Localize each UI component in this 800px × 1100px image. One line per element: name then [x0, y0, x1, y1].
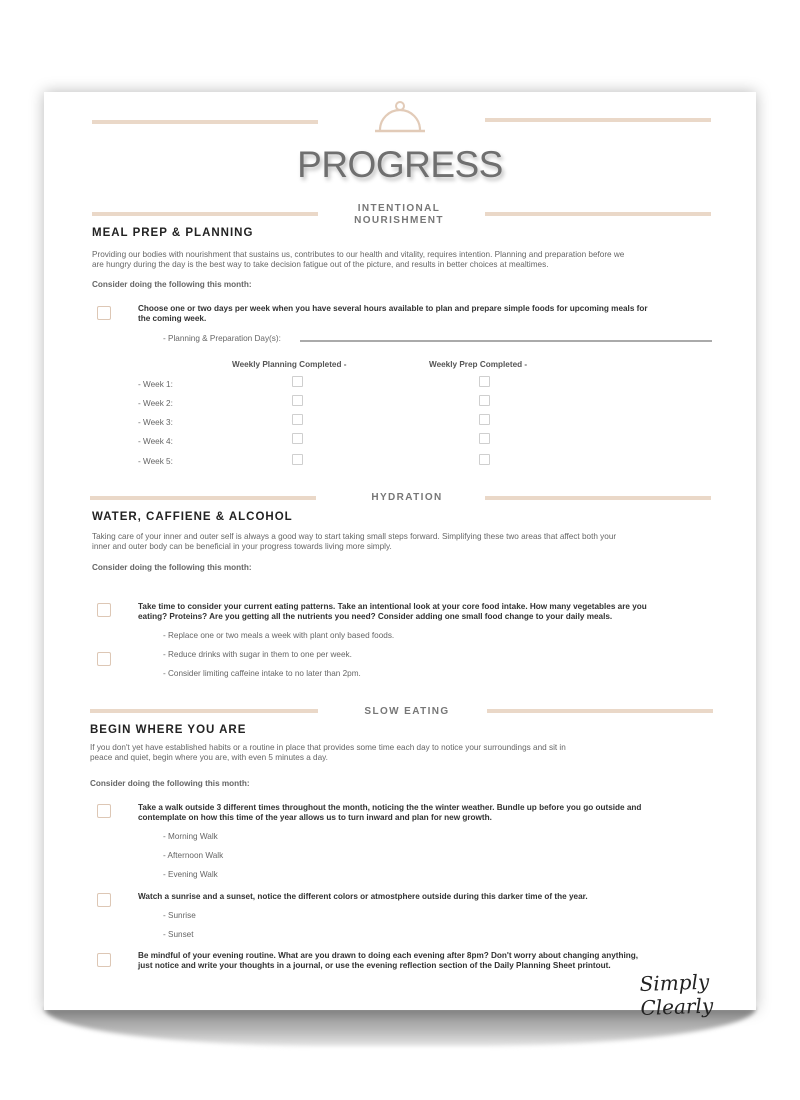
section1-rule-left [92, 212, 318, 216]
section1-heading: MEAL PREP & PLANNING [92, 227, 254, 239]
section2-label: HYDRATION [371, 492, 443, 503]
header-rule-right [485, 118, 711, 122]
section3-paragraph-line2: peace and quiet, begin where you are, with even 5 minutes a day. [90, 752, 328, 762]
section1-label [334, 203, 464, 227]
evening-routine-task [138, 951, 638, 971]
section3-label: SLOW EATING [364, 706, 450, 717]
walk-sub-item: - Afternoon Walk [163, 851, 224, 860]
section1-paragraph [92, 250, 624, 270]
eating-patterns-task [138, 602, 647, 622]
hydration-sub-item: - Reduce drinks with sugar in them to one per week. [163, 650, 352, 659]
section2-rule-right [485, 496, 711, 500]
eating-patterns-task-line1: Take time to consider your current eating patterns. Take an intentional look at your core food intake. How many vegetables are you [138, 602, 647, 611]
section1-paragraph-line2: are hungry during the day is the best way to take decision fatigue out of the picture, and results in better choices at mealtimes. [92, 259, 549, 269]
section2-paragraph-line2: inner and outer body can be beneficial in your progress towards living more simply. [92, 541, 392, 551]
hydration-checkbox[interactable] [97, 652, 111, 666]
planner-page [44, 92, 756, 1021]
eating-patterns-task-line2: eating? Proteins? Are you getting all the nutrients you need? Consider adding one small food change to your daily meals. [138, 611, 613, 621]
hydration-sub-item: - Replace one or two meals a week with plant only based foods. [163, 631, 395, 640]
walk-sub-item: - Morning Walk [163, 832, 218, 841]
week1-planning-checkbox[interactable] [292, 376, 303, 387]
evening-routine-task-line1: Be mindful of your evening routine. What are you drawn to doing each evening after 8pm? Don't worry about changing anything, [138, 951, 639, 960]
week3-prep-checkbox[interactable] [479, 414, 490, 425]
meal-prep-task [138, 304, 648, 324]
section3-paragraph-line1: If you don't yet have established habits or a routine in place that provides some time each day to notice your surroundings and sit in [90, 743, 566, 752]
section3-heading: BEGIN WHERE YOU ARE [90, 724, 247, 736]
section3-rule-right [487, 709, 713, 713]
section2-paragraph [92, 532, 616, 552]
section1-label-line2: NOURISHMENT [354, 215, 444, 226]
meal-prep-task-line2: the coming week. [138, 313, 207, 323]
section1-paragraph-line1: Providing our bodies with nourishment that sustains us, contributes to our health and vitality, requires intention. Planning and preparation before we [92, 250, 625, 259]
week1-prep-checkbox[interactable] [479, 376, 490, 387]
walk-outside-task-line1: Take a walk outside 3 different times throughout the month, noticing the the winter weather. Bundle up before you go outside and [138, 803, 642, 812]
section3-consider: Consider doing the following this month: [90, 779, 250, 788]
section2-heading: WATER, CAFFIENE & ALCOHOL [92, 511, 293, 523]
section2-consider: Consider doing the following this month: [92, 563, 252, 572]
planning-days-label: - Planning & Preparation Day(s): [163, 334, 281, 343]
meal-prep-task-line1: Choose one or two days per week when you have several hours available to plan and prepare simple foods for upcoming meals for [138, 304, 648, 313]
sunrise-sunset-task: Watch a sunrise and a sunset, notice the different colors or atmostphere outside during this darker time of the year. [138, 892, 588, 901]
section1-consider: Consider doing the following this month: [92, 280, 252, 289]
cloche-icon [372, 100, 428, 134]
header-rule-left [92, 120, 318, 124]
walk-outside-task [138, 803, 641, 823]
week4-prep-checkbox[interactable] [479, 433, 490, 444]
walk-outside-checkbox[interactable] [97, 804, 111, 818]
meal-prep-task-checkbox[interactable] [97, 306, 111, 320]
signature: Simply Clearly [639, 969, 714, 1021]
section2-paragraph-line1: Taking care of your inner and outer self is always a good way to start taking small steps forward. Simplifying these two areas that affect both your [92, 532, 617, 541]
eating-patterns-checkbox[interactable] [97, 603, 111, 617]
page-title: PROGRESS [297, 144, 503, 185]
section3-rule-left [90, 709, 318, 713]
hydration-sub-item: - Consider limiting caffeine intake to no later than 2pm. [163, 669, 361, 678]
evening-routine-checkbox[interactable] [97, 953, 111, 967]
week-label: - Week 3: [138, 418, 173, 427]
week4-planning-checkbox[interactable] [292, 433, 303, 444]
week-label: - Week 2: [138, 399, 173, 408]
week2-prep-checkbox[interactable] [479, 395, 490, 406]
week5-prep-checkbox[interactable] [479, 454, 490, 465]
section1-label-line1: INTENTIONAL [357, 203, 441, 214]
section2-rule-left [90, 496, 316, 500]
week5-planning-checkbox[interactable] [292, 454, 303, 465]
week-label: - Week 1: [138, 380, 173, 389]
sunrise-sub-item: - Sunset [163, 930, 194, 939]
week-label: - Week 5: [138, 457, 173, 466]
sunrise-sub-item: - Sunrise [163, 911, 196, 920]
walk-sub-item: - Evening Walk [163, 870, 218, 879]
section3-paragraph [90, 743, 566, 763]
week2-planning-checkbox[interactable] [292, 395, 303, 406]
sunrise-sunset-checkbox[interactable] [97, 893, 111, 907]
planning-days-field[interactable] [300, 340, 712, 342]
walk-outside-task-line2: contemplate on how this time of the year allows us to turn inward and plan for new growth. [138, 812, 492, 822]
section1-rule-right [485, 212, 711, 216]
weekly-planning-header: Weekly Planning Completed - [232, 360, 347, 369]
week3-planning-checkbox[interactable] [292, 414, 303, 425]
evening-routine-task-line2: just notice and write your thoughts in a journal, or use the evening reflection section of the Daily Planning Sheet printout. [138, 960, 611, 970]
week-label: - Week 4: [138, 437, 173, 446]
weekly-prep-header: Weekly Prep Completed - [429, 360, 528, 369]
